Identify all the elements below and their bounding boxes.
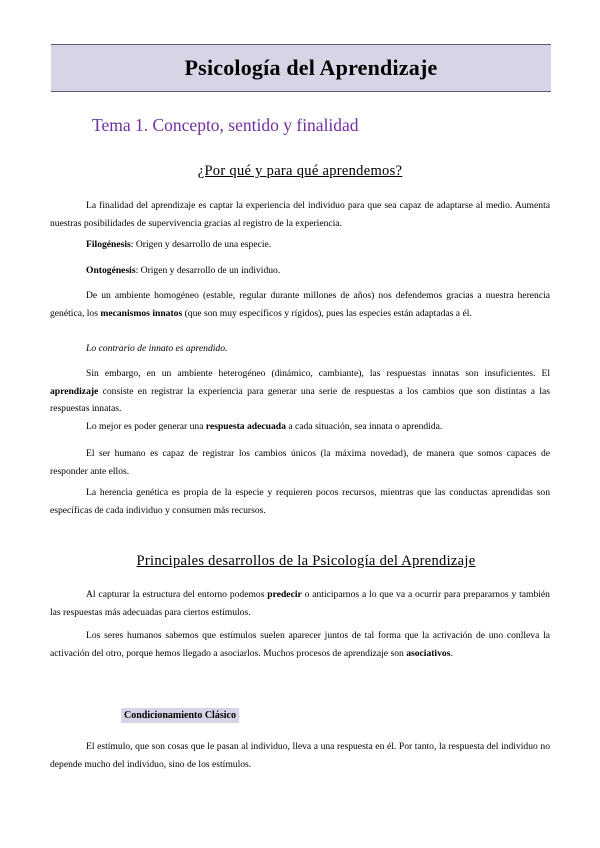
paragraph-ambiente-homogeneo: De un ambiente homogéneo (estable, regular durante millones de años) nos defendemos gracias a nuestra herencia genética, los mecanismos innatos (que son muy específicos y rígidos), pues las especies están adaptadas a él.	[50, 290, 550, 319]
paragraph-ser-humano: El ser humano es capaz de registrar los cambios únicos (la máxima novedad), de manera que somos capaces de responder ante ellos.	[50, 448, 550, 477]
paragraph-herencia-genetica: La herencia genética es propia de la especie y requieren pocos recursos, mientras que las conductas aprendidas son específicas de cada individuo y consumen más recursos.	[50, 487, 550, 516]
paragraph-finalidad: La finalidad del aprendizaje es captar la experiencia del individuo para que sea capaz de adaptarse al medio. Aumenta nuestras posibilidades de supervivencia gracias al registro de la experiencia.	[50, 200, 550, 229]
paragraph-ambiente-heterogeneo: Sin embargo, en un ambiente heterogéneo (dinámico, cambiante), las respuestas innatas son insuficientes. El aprendizaje consiste en registrar la experiencia para generar una serie de respuestas a los cambios que son distintas a las respuestas innatas.	[50, 368, 550, 414]
subsection-heading-condicionamiento: Condicionamiento Clásico	[121, 708, 239, 723]
term-filogenesis: Filogénesis	[86, 239, 131, 250]
paragraph-innato-aprendido: Lo contrario de innato es aprendido.	[86, 343, 228, 354]
paragraph-asociativos: Los seres humanos sabemos que estímulos suelen aparecer juntos de tal forma que la activación de uno conlleva la activación del otro, porque hemos llegado a asociarlos. Muchos procesos de aprendizaje son asociativos.	[50, 630, 550, 659]
tema-heading: Tema 1. Concepto, sentido y finalidad	[92, 115, 359, 135]
paragraph-respuesta-adecuada: Lo mejor es poder generar una respuesta adecuada a cada situación, sea innata o aprendida.	[86, 421, 443, 432]
paragraph-predecir: Al capturar la estructura del entorno podemos predecir o anticiparnos a lo que va a ocurrir para prepararnos y también las respuestas más adecuadas para ciertos estímulos.	[50, 589, 550, 618]
paragraph-filogenesis: Filogénesis: Origen y desarrollo de una especie.	[86, 239, 272, 250]
title-banner	[51, 44, 551, 92]
term-ontogenesis: Ontogénesis	[86, 265, 136, 276]
document-title: Psicología del Aprendizaje	[184, 55, 438, 80]
paragraph-ontogenesis: Ontogénesis: Origen y desarrollo de un individuo.	[86, 265, 281, 276]
section-heading-why: ¿Por qué y para qué aprendemos?	[197, 163, 403, 179]
paragraph-estimulo: El estímulo, que son cosas que le pasan al individuo, lleva a una respuesta en él. Por tanto, la respuesta del individuo no depende mucho del individuo, sino de los estímulos.	[50, 741, 550, 770]
section-heading-desarrollos: Principales desarrollos de la Psicología del Aprendizaje	[136, 553, 476, 569]
